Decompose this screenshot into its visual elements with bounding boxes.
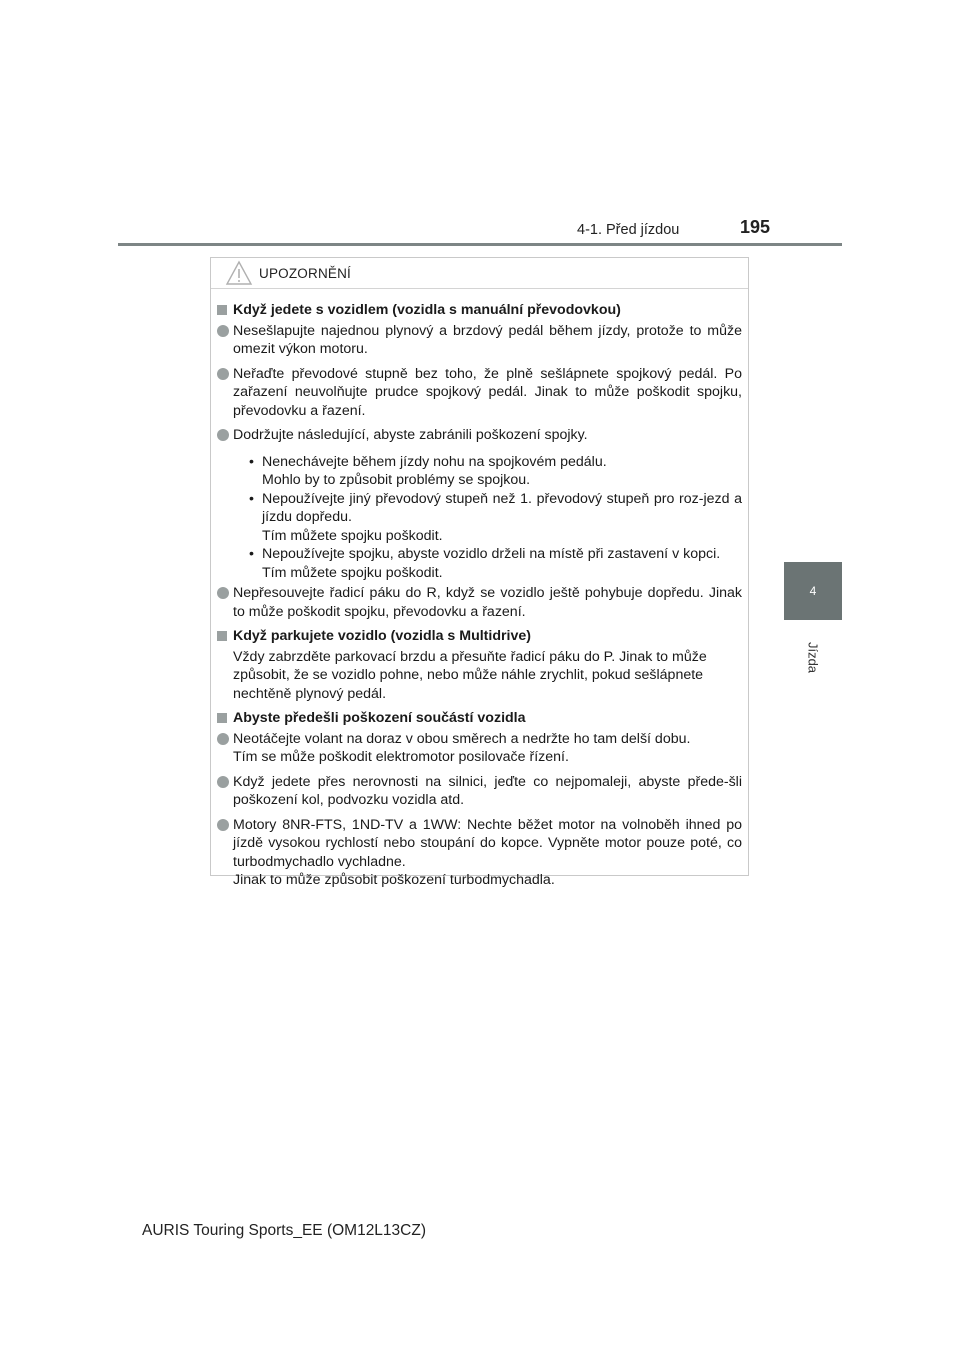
list-item: Nesešlapujte najednou plynový a brzdový pedál během jízdy, protože to může omezit výkon motoru. — [217, 322, 742, 359]
circle-bullet-icon — [217, 429, 229, 441]
chapter-tab[interactable] — [784, 562, 842, 620]
circle-bullet-icon — [217, 587, 229, 599]
circle-bullet-icon — [217, 368, 229, 380]
sub-item: • Nepoužívejte spojku, abyste vozidlo drželi na místě při zastavení v kopci. Tím můžete spojku poškodit. — [249, 546, 721, 581]
warning-title: UPOZORNĚNÍ — [259, 265, 352, 281]
list-item: Dodržujte následující, abyste zabránili poškození spojky. — [217, 426, 742, 445]
section-title: 4-1. Před jízdou — [577, 222, 680, 238]
list-item: Když jedete přes nerovnosti na silnici, jeďte co nejpomaleji, abyste přede-šli poškození kol, podvozku vozidla atd. — [217, 773, 742, 810]
section-heading: Když jedete s vozidlem (vozidla s manuální převodovkou) — [217, 301, 742, 320]
list-item: Neřaďte převodové stupně bez toho, že plně sešlápnete spojkový pedál. Po zařazení neuvolňujte prudce spojkový pedál. Jinak to může poškodit spojku, převodovku a řazení. — [217, 365, 742, 421]
square-bullet-icon — [217, 305, 227, 315]
circle-bullet-icon — [217, 776, 229, 788]
sub-item: • Nepoužívejte jiný převodový stupeň než 1. převodový stupeň pro roz-jezd a jízdu dopředu. Tím můžete spojku poškodit. — [249, 490, 742, 544]
section-heading: Abyste předešli poškození součástí vozidla — [217, 709, 742, 728]
circle-bullet-icon — [217, 733, 229, 745]
header-rule — [118, 243, 842, 246]
section-heading: Když parkujete vozidlo (vozidla s Multidrive) — [217, 627, 742, 646]
circle-bullet-icon — [217, 819, 229, 831]
warning-content — [211, 289, 748, 890]
paragraph: Vždy zabrzděte parkovací brzdu a přesuňte řadicí páku do P. Jinak to může způsobit, že se vozidlo pohne, nebo může náhle zrychlit, pokud sešlápnete nechtěně plynový pedál. — [233, 648, 707, 702]
list-item: Motory 8NR-FTS, 1ND-TV a 1WW: Nechte běžet motor na volnoběh ihned po jízdě vysokou rychlostí nebo stoupání do kopce. Vypněte motor pouze poté, co turbodmychadlo vychladne. Jinak to může způsobit poškození turbodmychadla. — [217, 816, 742, 890]
list-item: Nepřesouvejte řadicí páku do R, když se vozidlo ještě pohybuje dopředu. Jinak to může poškodit spojku, převodovku a řazení. — [217, 584, 742, 621]
footer-model: AURIS Touring Sports_EE (OM12L13CZ) — [142, 1222, 426, 1239]
list-item: Neotáčejte volant na doraz v obou směrech a nedržte ho tam delší dobu. Tím se může poškodit elektromotor posilovače řízení. — [217, 730, 742, 767]
chapter-number: 4 — [809, 584, 817, 598]
warning-triangle-icon — [225, 260, 253, 286]
page-number: 195 — [740, 217, 771, 237]
square-bullet-icon — [217, 631, 227, 641]
chapter-label: Jízda — [805, 641, 821, 674]
warning-header — [211, 258, 748, 289]
circle-bullet-icon — [217, 325, 229, 337]
square-bullet-icon — [217, 713, 227, 723]
warning-box — [210, 257, 749, 888]
sub-item: • Nenechávejte během jízdy nohu na spojkovém pedálu. Mohlo by to způsobit problémy se spojkou. — [249, 453, 607, 488]
